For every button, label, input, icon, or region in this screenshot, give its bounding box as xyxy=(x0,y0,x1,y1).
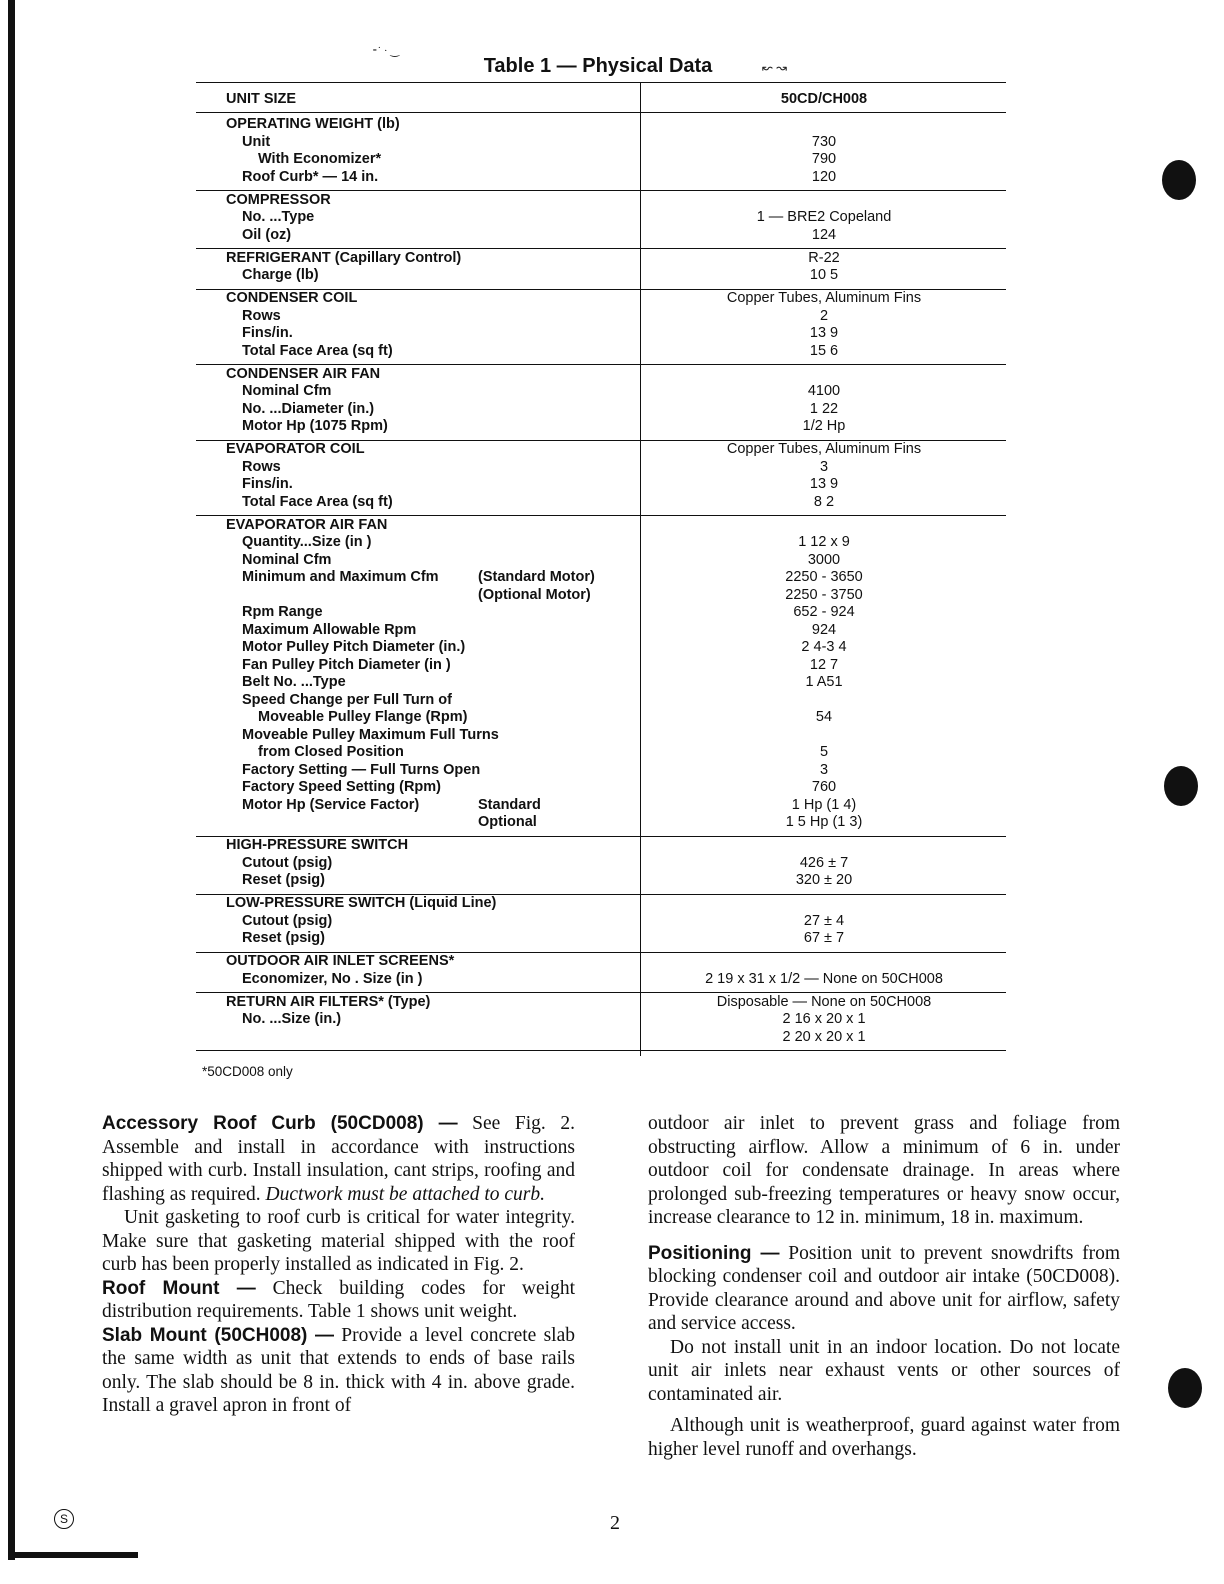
table-row xyxy=(196,762,1006,780)
unit-size-value: 50CD/CH008 xyxy=(780,91,868,107)
row-label: Motor Hp (Service Factor) xyxy=(242,796,420,813)
table-row xyxy=(196,151,1006,169)
section-value: R-22 xyxy=(808,249,840,266)
row-label: Factory Setting — Full Turns Open xyxy=(242,761,481,778)
table-row xyxy=(196,169,1006,187)
table-row xyxy=(196,476,1006,494)
row-label: Roof Curb* — 14 in. xyxy=(242,168,379,185)
page-number: 2 xyxy=(610,1512,620,1534)
table-row xyxy=(196,134,1006,152)
row-label: Moveable Pulley Maximum Full Turns xyxy=(242,726,499,743)
table-row xyxy=(196,494,1006,512)
table-section xyxy=(196,366,1006,441)
row-label: Minimum and Maximum Cfm xyxy=(242,569,439,585)
section-title-row xyxy=(196,290,1006,308)
section-title-row xyxy=(196,441,1006,459)
punch-hole xyxy=(1164,766,1198,806)
table-row xyxy=(196,604,1006,622)
row-value: 1 5 Hp (1 3) xyxy=(785,814,863,830)
row-value: 1 Hp (1 4) xyxy=(791,796,857,813)
row-value: 2 4-3 4 xyxy=(801,639,847,655)
table-row xyxy=(196,797,1006,815)
row-label: No. ...Diameter (in.) xyxy=(242,400,375,417)
table-row xyxy=(196,267,1006,285)
table-section xyxy=(196,837,1006,895)
table-header-cells xyxy=(196,91,1006,109)
row-label: from Closed Position xyxy=(258,744,404,760)
section-title-row xyxy=(196,192,1006,210)
section-title: REFRIGERANT (Capillary Control) xyxy=(226,249,462,266)
table-row xyxy=(196,744,1006,762)
row-label: Charge (lb) xyxy=(242,267,319,283)
slab-mount-text-start: Provide a level concrete slab the same width as unit that extends to ends of base rails only. The slab should be 8 in. thick with 4 in. above grade. Install a gravel apron in front of xyxy=(102,1324,575,1416)
row-value: 4100 xyxy=(807,383,841,399)
table-row xyxy=(196,814,1006,832)
section-value: Disposable — None on 50CH008 xyxy=(716,993,932,1010)
table-top-rule xyxy=(196,82,1006,83)
row-value: 320 ± 20 xyxy=(795,872,853,888)
section-title-row xyxy=(196,250,1006,268)
row-label: Total Face Area (sq ft) xyxy=(242,342,393,359)
unit-size-label: UNIT SIZE xyxy=(226,91,297,107)
section-title: CONDENSER AIR FAN xyxy=(226,365,381,382)
row-value: 8 2 xyxy=(813,493,835,510)
table-section xyxy=(196,441,1006,516)
table-row xyxy=(196,872,1006,890)
row-value: 1 — BRE2 Copeland xyxy=(756,209,892,225)
physical-data-table xyxy=(196,82,1006,1056)
scribble-mark: ⁃˙ · ‿ xyxy=(372,45,400,57)
binder-edge-bottom xyxy=(8,1552,138,1558)
row-value: 15 6 xyxy=(809,342,839,359)
table-footnote: *50CD008 only xyxy=(202,1064,293,1079)
row-qualifier: Standard xyxy=(478,796,541,813)
table-section xyxy=(196,116,1006,191)
section-title: EVAPORATOR COIL xyxy=(226,441,365,457)
roof-curb-heading: Accessory Roof Curb (50CD008) — xyxy=(102,1113,458,1134)
row-label: Cutout (psig) xyxy=(242,912,333,929)
table-row xyxy=(196,1011,1006,1029)
table-row xyxy=(196,692,1006,710)
gasket-paragraph: Unit gasketing to roof curb is critical for water integrity. Make sure that gasketing material shipped with the roof curb has been properly installed as indicated in Fig. 2. xyxy=(102,1207,575,1275)
section-title: RETURN AIR FILTERS* (Type) xyxy=(226,993,431,1010)
row-value: 54 xyxy=(815,709,833,725)
table-row xyxy=(196,674,1006,692)
row-value: 760 xyxy=(811,779,837,795)
row-value: 67 ± 7 xyxy=(803,930,845,946)
table-row xyxy=(196,779,1006,797)
row-value: 10 5 xyxy=(809,267,839,283)
section-title: EVAPORATOR AIR FAN xyxy=(226,516,388,533)
row-value: 924 xyxy=(811,621,837,638)
corner-registered-mark: S xyxy=(54,1509,74,1529)
section-title: HIGH-PRESSURE SWITCH xyxy=(226,837,409,853)
table-row xyxy=(196,913,1006,931)
row-value: 1 22 xyxy=(809,400,839,417)
row-value: 3 xyxy=(819,458,829,475)
table-row xyxy=(196,401,1006,419)
row-label: Nominal Cfm xyxy=(242,551,332,568)
row-label: Quantity...Size (in ) xyxy=(242,534,372,550)
row-value: 3000 xyxy=(807,551,841,568)
table-row xyxy=(196,227,1006,245)
slab-mount-text-continued: outdoor air inlet to prevent grass and foliage from obstructing airflow. Allow a minimum of 6 in. under outdoor coil for condensate drainage. In areas where prolonged sub-freezing temperatures or heavy snow occur, increase clearance to 12 in. minimum, 18 in. maximum. xyxy=(648,1113,1120,1228)
row-qualifier: (Standard Motor) xyxy=(478,569,595,585)
row-label: Unit xyxy=(242,133,271,150)
table-row xyxy=(196,325,1006,343)
table-section xyxy=(196,517,1006,837)
roof-curb-text: See Fig. 2. Assemble and install in accordance with instructions shipped with curb. Install insulation, cant strips, roofing and flashing as required. xyxy=(102,1113,575,1205)
table-row xyxy=(196,459,1006,477)
row-qualifier: (Optional Motor) xyxy=(478,586,591,603)
table-row xyxy=(196,855,1006,873)
section-title-row xyxy=(196,895,1006,913)
row-label: Reset (psig) xyxy=(242,872,325,888)
row-value: 124 xyxy=(811,226,837,243)
table-row xyxy=(196,930,1006,948)
table-row xyxy=(196,209,1006,227)
punch-hole xyxy=(1162,160,1196,200)
row-label: Fins/in. xyxy=(242,476,293,492)
row-label: Belt No. ...Type xyxy=(242,674,346,690)
row-label: Reset (psig) xyxy=(242,930,325,946)
weatherproof-paragraph: Although unit is weatherproof, guard against water from higher level runoff and overhangs. xyxy=(648,1415,1120,1460)
table-section xyxy=(196,953,1006,993)
table-row xyxy=(196,622,1006,640)
section-title-row xyxy=(196,953,1006,971)
scribble-mark: ↜ ↝ xyxy=(762,60,788,75)
row-label: Nominal Cfm xyxy=(242,383,332,399)
section-value: Copper Tubes, Aluminum Fins xyxy=(726,441,922,457)
section-title-row xyxy=(196,837,1006,855)
row-value: 2 xyxy=(819,307,829,324)
row-value: 790 xyxy=(811,151,837,167)
row-label: Maximum Allowable Rpm xyxy=(242,621,417,638)
table-row xyxy=(196,639,1006,657)
positioning-text: Position unit to prevent snowdrifts from blocking condenser coil and outdoor air intake (50CD008). Provide clearance around and above unit for airflow, safety and service access. xyxy=(648,1242,1120,1334)
table-section xyxy=(196,192,1006,250)
table-section xyxy=(196,895,1006,953)
indoor-paragraph: Do not install unit in an indoor location. Do not locate unit air inlets near exhaust vents or other sources of contaminated air. xyxy=(648,1336,1120,1405)
positioning-heading: Positioning — xyxy=(648,1242,780,1264)
table-row xyxy=(196,343,1006,361)
row-value: 5 xyxy=(819,744,829,760)
table-row xyxy=(196,552,1006,570)
row-label: No. ...Size (in.) xyxy=(242,1011,342,1027)
binder-edge xyxy=(8,0,15,1560)
body-column-right xyxy=(648,1112,1120,1461)
slab-mount-heading: Slab Mount (50CH008) — xyxy=(102,1324,335,1346)
table-section xyxy=(196,250,1006,290)
table-row xyxy=(196,657,1006,675)
table-row xyxy=(196,587,1006,605)
row-label: Factory Speed Setting (Rpm) xyxy=(242,779,441,795)
row-label: Economizer, No . Size (in ) xyxy=(242,970,423,987)
row-value: 730 xyxy=(811,133,837,150)
row-value: 2250 - 3650 xyxy=(785,569,863,585)
row-value: 27 ± 4 xyxy=(803,912,845,929)
punch-hole xyxy=(1168,1368,1202,1408)
row-label: Total Face Area (sq ft) xyxy=(242,493,393,510)
section-title: LOW-PRESSURE SWITCH (Liquid Line) xyxy=(226,895,497,911)
row-label: Motor Pulley Pitch Diameter (in.) xyxy=(242,639,466,655)
row-label: Fan Pulley Pitch Diameter (in ) xyxy=(242,656,451,673)
roof-mount-text: Check building codes for weight distribution requirements. Table 1 shows unit weight. xyxy=(102,1277,575,1322)
row-label: No. ...Type xyxy=(242,209,315,225)
row-value: 2 16 x 20 x 1 xyxy=(782,1011,866,1027)
table-row xyxy=(196,727,1006,745)
section-title: OPERATING WEIGHT (lb) xyxy=(226,116,400,132)
table-row xyxy=(196,569,1006,587)
section-title-row xyxy=(196,517,1006,535)
row-value: 12 7 xyxy=(809,656,839,673)
section-value: Copper Tubes, Aluminum Fins xyxy=(726,290,922,306)
table-row xyxy=(196,709,1006,727)
row-label: Rpm Range xyxy=(242,604,323,620)
row-label: Rows xyxy=(242,458,281,475)
row-value: 1/2 Hp xyxy=(802,418,846,434)
row-label: Cutout (psig) xyxy=(242,854,333,871)
row-value: 652 - 924 xyxy=(793,604,855,620)
row-value: 2250 - 3750 xyxy=(785,586,863,603)
row-value: 1 A51 xyxy=(805,674,843,690)
row-value: 120 xyxy=(811,168,837,185)
section-title: CONDENSER COIL xyxy=(226,290,358,306)
table-title: Table 1 — Physical Data xyxy=(483,55,713,77)
section-title-row xyxy=(196,116,1006,134)
row-value: 426 ± 7 xyxy=(799,854,849,871)
row-label: Speed Change per Full Turn of xyxy=(242,691,452,708)
roof-curb-italic: Ductwork must be attached to curb. xyxy=(265,1183,546,1205)
row-label: Fins/in. xyxy=(242,325,293,341)
row-label: With Economizer* xyxy=(258,151,382,167)
roof-mount-heading: Roof Mount — xyxy=(102,1277,256,1299)
row-value: 13 9 xyxy=(809,476,839,492)
table-header-row xyxy=(196,90,1006,113)
section-title-row xyxy=(196,366,1006,384)
row-label: Oil (oz) xyxy=(242,226,292,243)
table-row xyxy=(196,1029,1006,1047)
body-column-left xyxy=(102,1112,575,1418)
table-section xyxy=(196,290,1006,365)
row-value: 1 12 x 9 xyxy=(798,534,850,550)
table-row xyxy=(196,534,1006,552)
table-row xyxy=(196,971,1006,989)
row-label: Motor Hp (1075 Rpm) xyxy=(242,418,388,434)
section-title-row xyxy=(196,994,1006,1012)
table-section xyxy=(196,994,1006,1052)
row-value: 3 xyxy=(819,761,829,778)
row-label: Moveable Pulley Flange (Rpm) xyxy=(258,709,468,725)
section-title: COMPRESSOR xyxy=(226,191,331,208)
row-qualifier: Optional xyxy=(478,814,537,830)
table-row xyxy=(196,383,1006,401)
section-title: OUTDOOR AIR INLET SCREENS* xyxy=(226,953,455,969)
row-value: 2 19 x 31 x 1/2 — None on 50CH008 xyxy=(705,970,943,987)
table-row xyxy=(196,308,1006,326)
table-row xyxy=(196,418,1006,436)
row-label: Rows xyxy=(242,307,281,324)
row-value: 13 9 xyxy=(809,325,839,341)
row-value: 2 20 x 20 x 1 xyxy=(782,1028,866,1045)
